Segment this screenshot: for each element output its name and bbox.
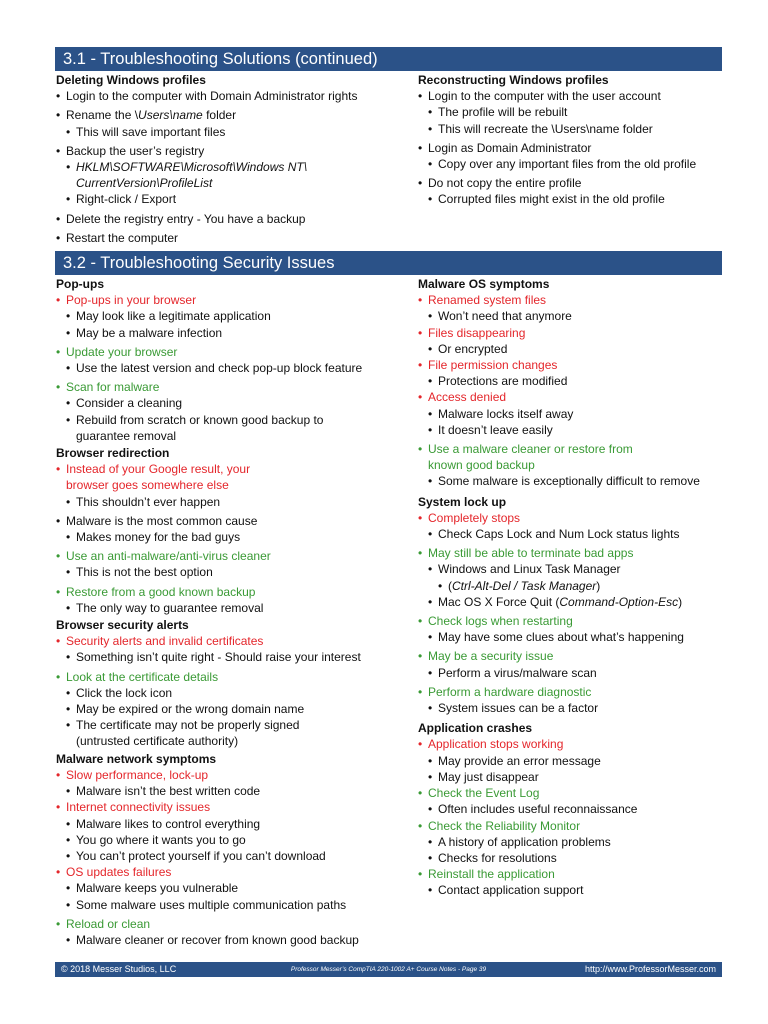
sub-bullet: • Malware keeps you vulnerable (56, 880, 411, 896)
sub-bullet: • The certificate may not be properly signed (untrusted certificate authority) (56, 717, 336, 749)
bullet: • Renamed system files (418, 292, 723, 308)
bullet: • Application stops working (418, 736, 723, 752)
footer-copyright: © 2018 Messer Studios, LLC (61, 964, 177, 974)
sub-bullet: • Something isn’t quite right - Should raise your interest (56, 649, 411, 665)
sub-bullet: • This will recreate the \Users\name folder (418, 121, 723, 137)
sub-bullet: • Checks for resolutions (418, 850, 723, 866)
section-heading: Pop-ups (56, 277, 104, 291)
bullet: • Reload or clean (56, 916, 411, 932)
sub-bullet: • Perform a virus/malware scan (418, 665, 723, 681)
malware-os-symptoms-section (418, 276, 723, 490)
sub-bullet: • Contact application support (418, 882, 723, 898)
sub-bullet: • Malware locks itself away (418, 406, 723, 422)
sub-bullet: • Rebuild from scratch or known good backup to guarantee removal (56, 412, 356, 444)
bullet: • Files disappearing (418, 325, 723, 341)
sub-bullet: • May just disappear (418, 769, 723, 785)
sub-bullet: • This will save important files (56, 124, 411, 140)
bullet: • Completely stops (418, 510, 723, 526)
browser-redirection-section (56, 445, 411, 616)
sub-bullet: • A history of application problems (418, 834, 723, 850)
sub-bullet-continuation: • (Ctrl-Alt-Del / Task Manager) (418, 578, 723, 594)
bullet: • Update your browser (56, 344, 411, 360)
bullet: • Check the Event Log (418, 785, 723, 801)
deleting-profiles-column (56, 72, 411, 246)
bullet: • Internet connectivity issues (56, 799, 411, 815)
bullet: • Perform a hardware diagnostic (418, 684, 723, 700)
bullet: • Restart the computer (56, 230, 411, 246)
bullet: • Malware is the most common cause (56, 513, 411, 529)
bullet: • Reinstall the application (418, 866, 723, 882)
bullet: • Instead of your Google result, your browser goes somewhere else (56, 461, 286, 493)
sub-bullet: • You can’t protect yourself if you can’t download (56, 848, 411, 864)
sub-bullet: • Malware likes to control everything (56, 816, 411, 832)
sub-bullet: • Often includes useful reconnaissance (418, 801, 723, 817)
sub-bullet: • It doesn’t leave easily (418, 422, 723, 438)
bullet: • Do not copy the entire profile (418, 175, 723, 191)
section-title-3-2: 3.2 - Troubleshooting Security Issues (55, 251, 722, 275)
footer-website-link[interactable]: http://www.ProfessorMesser.com (584, 964, 716, 974)
page-footer (55, 962, 722, 977)
bullet: • Pop-ups in your browser (56, 292, 411, 308)
sub-bullet: • Malware isn’t the best written code (56, 783, 411, 799)
section-heading: Browser security alerts (56, 618, 189, 633)
sub-bullet: • Use the latest version and check pop-up block feature (56, 360, 411, 376)
bullet: • Backup the user’s registry (56, 143, 411, 159)
sub-bullet: • Check Caps Lock and Num Lock status lights (418, 526, 723, 542)
section-heading: System lock up (418, 494, 507, 509)
bullet-text: Rename the \ (66, 108, 139, 123)
sub-bullet: • May have some clues about what’s happening (418, 629, 723, 645)
shortcut-text: Command-Option-Esc (559, 594, 679, 609)
bullet: • Access denied (418, 389, 723, 405)
sub-bullet: • Windows and Linux Task Manager (418, 561, 723, 577)
bullet-text: folder (202, 108, 237, 123)
sub-bullet: • Some malware uses multiple communication paths (56, 897, 411, 913)
sub-bullet: • May look like a legitimate application (56, 308, 411, 324)
section-heading: Malware network symptoms (56, 751, 217, 766)
sub-bullet-text: Mac OS X Force Quit (438, 594, 553, 609)
sub-bullet: • Some malware is exceptionally difficult to remove (418, 473, 723, 489)
popups-section (56, 276, 411, 444)
sub-bullet: • May be expired or the wrong domain name (56, 701, 411, 717)
bullet: • Use a malware cleaner or restore from known good backup (418, 441, 658, 473)
bullet: • Check logs when restarting (418, 613, 723, 629)
sub-bullet: • Protections are modified (418, 373, 723, 389)
section-title-3-1: 3.1 - Troubleshooting Solutions (continued) (55, 47, 722, 71)
bullet: • Check the Reliability Monitor (418, 818, 723, 834)
application-crashes-section (418, 720, 723, 898)
sub-bullet: • May be a malware infection (56, 325, 411, 341)
bullet: • Login to the computer with the user account (418, 88, 723, 104)
section-heading: Browser redirection (56, 446, 170, 461)
sub-bullet: • Copy over any important files from the old profile (418, 156, 723, 172)
sub-bullet: • Click the lock icon (56, 685, 411, 701)
bullet: • Slow performance, lock-up (56, 767, 411, 783)
sub-bullet: • Makes money for the bad guys (56, 529, 411, 545)
sub-bullet: • The only way to guarantee removal (56, 600, 411, 616)
bullet: • Login as Domain Administrator (418, 140, 723, 156)
sub-bullet: • This shouldn’t ever happen (56, 494, 411, 510)
sub-bullet-mac: • Mac OS X Force Quit (Command-Option-Esc) (418, 594, 723, 610)
deleting-profiles-heading: Deleting Windows profiles (56, 73, 206, 87)
bullet: • Security alerts and invalid certificates (56, 633, 411, 649)
bullet: • Restore from a good known backup (56, 584, 411, 600)
sub-bullet: • Won’t need that anymore (418, 308, 723, 324)
reconstructing-profiles-heading: Reconstructing Windows profiles (418, 73, 609, 87)
sub-bullet: • Or encrypted (418, 341, 723, 357)
sub-bullet: • Right-click / Export (56, 191, 411, 207)
reconstructing-profiles-column (418, 72, 723, 208)
sub-bullet: • Malware cleaner or recover from known good backup (56, 932, 411, 948)
shortcut-text: Ctrl-Alt-Del / Task Manager (452, 578, 597, 593)
sub-bullet: • This is not the best option (56, 564, 411, 580)
sub-bullet-registry-path: • HKLM\SOFTWARE\Microsoft\Windows NT\ CurrentVersion\ProfileList (56, 159, 326, 191)
bullet-text-italic: Users\name (138, 108, 203, 123)
system-lock-up-section (418, 494, 723, 717)
sub-bullet: • System issues can be a factor (418, 700, 723, 716)
bullet: • File permission changes (418, 357, 723, 373)
malware-network-symptoms-section (56, 751, 411, 948)
section-heading: Malware OS symptoms (418, 277, 550, 291)
bullet: • Scan for malware (56, 379, 411, 395)
security-right-column (418, 276, 723, 900)
bullet: • OS updates failures (56, 864, 411, 880)
sub-bullet: • The profile will be rebuilt (418, 104, 723, 120)
bullet: • Login to the computer with Domain Administrator rights (56, 88, 411, 104)
browser-security-alerts-section (56, 617, 411, 750)
bullet: • May be a security issue (418, 648, 723, 664)
bullet: • May still be able to terminate bad apps (418, 545, 723, 561)
bullet-rename (56, 107, 411, 123)
sub-bullet: • May provide an error message (418, 753, 723, 769)
sub-bullet: • Consider a cleaning (56, 395, 411, 411)
section-heading: Application crashes (418, 721, 533, 736)
sub-bullet: • You go where it wants you to go (56, 832, 411, 848)
security-left-column (56, 276, 411, 949)
footer-course-title: Professor Messer’s CompTIA 220-1002 A+ Course Notes - Page 39 (290, 966, 487, 973)
bullet: • Delete the registry entry - You have a backup (56, 211, 411, 227)
sub-bullet: • Corrupted files might exist in the old profile (418, 191, 723, 207)
bullet: • Look at the certificate details (56, 669, 411, 685)
bullet: • Use an anti-malware/anti-virus cleaner (56, 548, 411, 564)
